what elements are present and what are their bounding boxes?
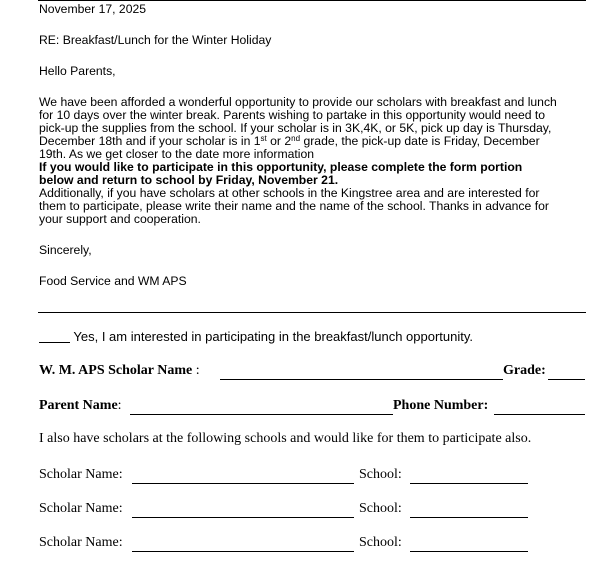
other-schools-text: I also have scholars at the following schools and would like for them to participate also. <box>39 431 532 446</box>
school-label: School: <box>359 467 402 482</box>
paragraph-line: 19th. As we get closer to the date more information <box>39 147 315 161</box>
phone-number-field[interactable] <box>494 413 585 415</box>
parent-name-label: Parent Name <box>39 398 118 413</box>
other-school-field[interactable] <box>410 550 528 552</box>
parent-name-field[interactable] <box>130 413 393 415</box>
scholar-name-row <box>39 363 589 379</box>
other-scholar-name-field[interactable] <box>132 482 354 484</box>
parent-name-row <box>39 398 589 414</box>
label-colon: : <box>117 398 122 413</box>
scholar-name-label: W. M. APS Scholar Name <box>39 363 193 378</box>
label-colon: : <box>192 363 200 378</box>
text-fragment: December 18th and if your scholar is in 1 <box>39 134 261 148</box>
other-scholar-row <box>39 467 589 483</box>
scholar-name-label: Scholar Name: <box>39 467 123 482</box>
other-scholar-name-field[interactable] <box>132 516 354 518</box>
text-fragment: grade, the pick-up date is Friday, December <box>300 134 540 148</box>
scholar-name-label: Scholar Name: <box>39 535 123 550</box>
scholar-name-label: Scholar Name: <box>39 501 123 516</box>
other-scholar-name-field[interactable] <box>132 550 354 552</box>
text-fragment: or 2 <box>266 134 292 148</box>
superscript: nd <box>291 134 301 143</box>
school-label: School: <box>359 535 402 550</box>
signature: Food Service and WM APS <box>39 274 187 288</box>
yes-checkbox-line[interactable] <box>39 341 70 343</box>
superscript: st <box>260 134 267 143</box>
paragraph-line: We have been afforded a wonderful opportunity to provide our scholars with breakfast and lunch <box>39 95 557 109</box>
bold-instruction-line: If you would like to participate in this opportunity, please complete the form portion <box>39 160 523 174</box>
response-form <box>39 0 589 587</box>
phone-number-label: Phone Number: <box>393 398 489 413</box>
bold-instruction-line: below and return to school by Friday, November 21. <box>39 173 339 187</box>
grade-label: Grade: <box>503 363 546 378</box>
paragraph-line: for 10 days over the winter break. Parents wishing to partake in this opportunity would need to <box>39 108 546 122</box>
greeting: Hello Parents, <box>39 64 116 78</box>
other-scholar-row <box>39 535 589 551</box>
paragraph-line: Additionally, if you have scholars at other schools in the Kingstree area and are interested for <box>39 186 540 200</box>
other-scholar-row <box>39 501 589 517</box>
other-school-field[interactable] <box>410 516 528 518</box>
school-label: School: <box>359 501 402 516</box>
paragraph-line: them to participate, please write their name and the name of the school. Thanks in advance for <box>39 199 549 213</box>
scholar-name-field[interactable] <box>220 378 503 380</box>
yes-row <box>39 329 473 344</box>
grade-field[interactable] <box>548 378 585 380</box>
paragraph-line: your support and cooperation. <box>39 212 201 226</box>
closing: Sincerely, <box>39 243 92 257</box>
re-line: RE: Breakfast/Lunch for the Winter Holiday <box>39 33 272 47</box>
yes-text: Yes, I am interested in participating in the breakfast/lunch opportunity. <box>73 329 474 344</box>
other-school-field[interactable] <box>410 482 528 484</box>
letter-date: November 17, 2025 <box>39 2 147 16</box>
paragraph-line: pick-up the supplies from the school. If your scholar is in 3K,4K, or 5K, pick up day is Thursday, <box>39 121 552 135</box>
